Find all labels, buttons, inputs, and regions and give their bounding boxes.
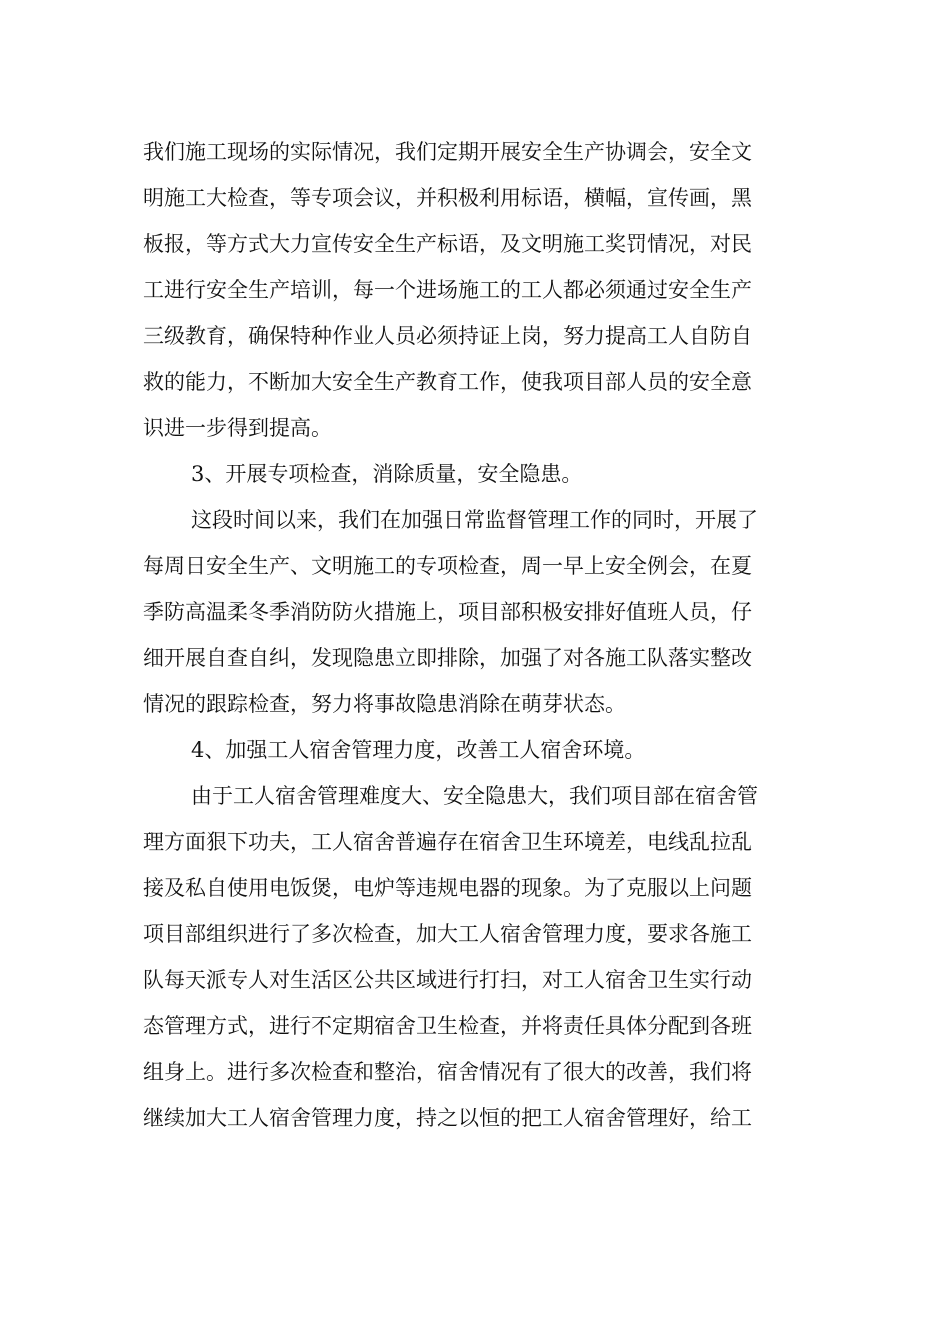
section-heading: 3、开展专项检查，消除质量，安全隐患。 [191, 462, 583, 486]
text-line: 三级教育，确保特种作业人员必须持证上岗，努力提高工人自防自 [143, 324, 752, 348]
text-line: 队每天派专人对生活区公共区域进行打扫，对工人宿舍卫生实行动 [143, 968, 752, 992]
text-line: 组身上。进行多次检查和整治，宿舍情况有了很大的改善，我们将 [143, 1060, 752, 1084]
text-line: 季防高温柔冬季消防防火措施上，项目部积极安排好值班人员，仔 [143, 600, 752, 624]
text-line: 工进行安全生产培训，每一个进场施工的工人都必须通过安全生产 [143, 278, 752, 302]
text-line: 项目部组织进行了多次检查，加大工人宿舍管理力度，要求各施工 [143, 922, 752, 946]
text-line: 接及私自使用电饭煲，电炉等违规电器的现象。为了克服以上问题 [143, 876, 752, 900]
text-line: 理方面狠下功夫，工人宿舍普遍存在宿舍卫生环境差，电线乱拉乱 [143, 830, 752, 854]
text-line: 每周日安全生产、文明施工的专项检查，周一早上安全例会，在夏 [143, 554, 752, 578]
text-line: 板报，等方式大力宣传安全生产标语，及文明施工奖罚情况，对民 [143, 232, 752, 256]
text-line: 细开展自查自纠，发现隐患立即排除，加强了对各施工队落实整改 [143, 646, 752, 670]
text-line: 我们施工现场的实际情况，我们定期开展安全生产协调会，安全文 [143, 140, 752, 164]
section-heading: 4、加强工人宿舍管理力度，改善工人宿舍环境。 [191, 738, 646, 762]
text-line: 明施工大检查，等专项会议，并积极利用标语，横幅，宣传画，黑 [143, 186, 752, 210]
text-line: 识进一步得到提高。 [143, 416, 332, 440]
paragraph-first-line: 由于工人宿舍管理难度大、安全隐患大，我们项目部在宿舍管 [191, 784, 758, 808]
text-line: 继续加大工人宿舍管理力度，持之以恒的把工人宿舍管理好，给工 [143, 1106, 752, 1130]
paragraph-first-line: 这段时间以来，我们在加强日常监督管理工作的同时，开展了 [191, 508, 758, 532]
text-line: 救的能力，不断加大安全生产教育工作，使我项目部人员的安全意 [143, 370, 752, 394]
text-line: 情况的跟踪检查，努力将事故隐患消除在萌芽状态。 [143, 692, 626, 716]
text-line: 态管理方式，进行不定期宿舍卫生检查，并将责任具体分配到各班 [143, 1014, 752, 1038]
